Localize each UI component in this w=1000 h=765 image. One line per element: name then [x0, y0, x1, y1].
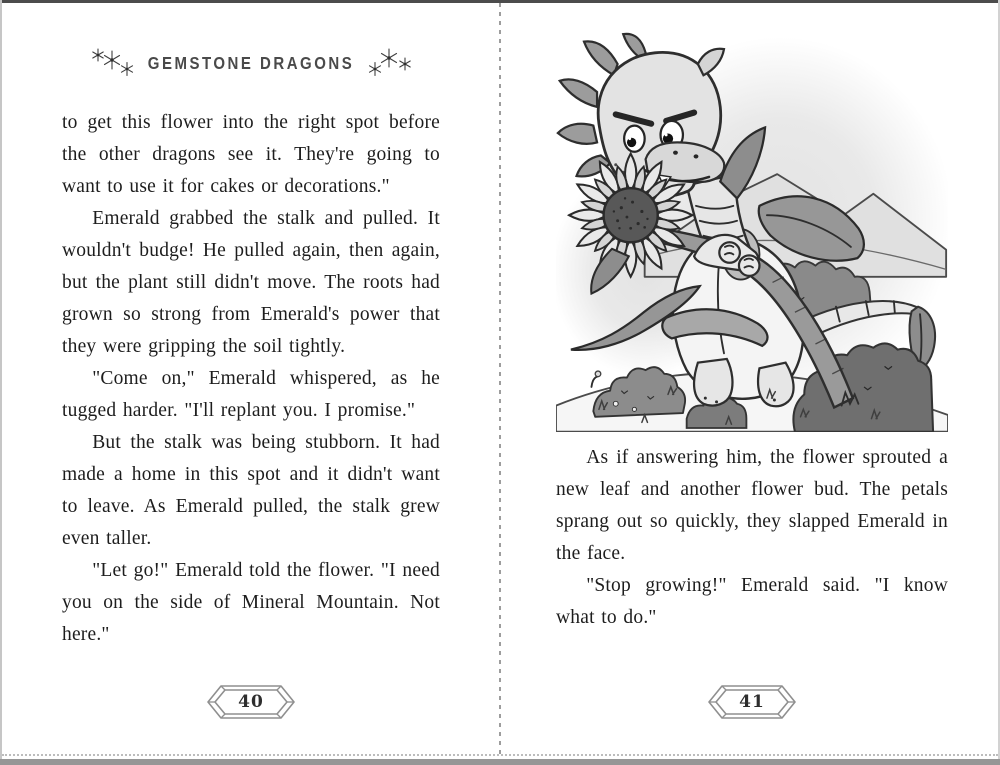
- right-page: [556, 0, 948, 765]
- page-number: 40: [238, 692, 264, 712]
- left-edge-line: [0, 0, 2, 765]
- body-paragraph: Emerald grabbed the stalk and pulled. It wouldn't budge! He pulled again, then again, but the plant still didn't move. The roots had grown so strong from Emerald's power that they were gripping the soil tightly.: [62, 208, 440, 357]
- body-paragraph: But the stalk was being stubborn. It had made a home in this spot and it didn't want to leave. As Emerald pulled, the stalk grew even taller.: [62, 432, 440, 549]
- left-page-text: [62, 107, 440, 651]
- body-paragraph: "Let go!" Emerald told the flower. "I need you on the side of Mineral Mountain. Not here.": [62, 560, 440, 645]
- sparkle-cluster-left-icon: [89, 46, 135, 80]
- sparkle-cluster-right-icon: [367, 46, 413, 80]
- page-gutter-divider: [499, 3, 501, 754]
- page-number-badge-right: [706, 681, 798, 723]
- body-paragraph: "Come on," Emerald whispered, as he tugged harder. "I'll replant you. I promise.": [62, 368, 440, 421]
- body-paragraph: As if answering him, the flower sprouted a new leaf and another flower bud. The petals sprang out so quickly, they slapped Emerald in the face.: [556, 447, 948, 564]
- page-number: 41: [739, 692, 765, 712]
- running-head: [62, 46, 440, 80]
- body-paragraph: to get this flower into the right spot before the other dragons see it. They're going to want to use it for cakes or decorations.": [62, 112, 440, 197]
- series-title: GEMSTONE DRAGONS: [147, 52, 355, 74]
- dragon-sunflower-illustration: [556, 32, 948, 432]
- left-page: [62, 0, 440, 765]
- page-number-badge-left: [205, 681, 297, 723]
- dragon-sunflower-illustration-svg: [556, 32, 948, 432]
- body-paragraph: "Stop growing!" Emerald said. "I know what to do.": [556, 575, 948, 628]
- right-page-text: [556, 442, 948, 634]
